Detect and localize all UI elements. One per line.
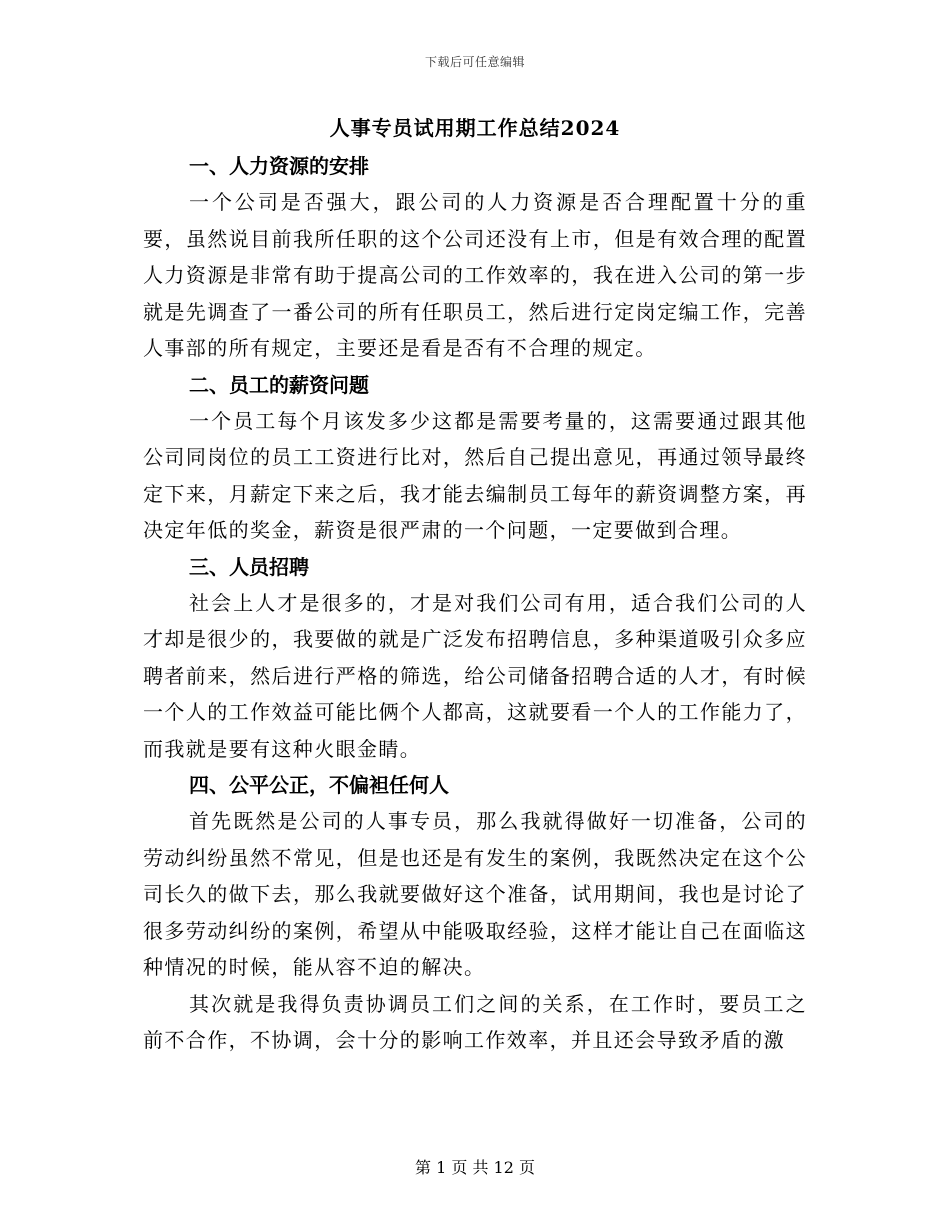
section-heading-4: 四、公平公正，不偏袒任何人 bbox=[189, 773, 449, 797]
section-heading-3: 三、人员招聘 bbox=[189, 554, 309, 579]
section-2-paragraph-1: 一个员工每个月该发多少这都是需要考量的，这需要通过跟其他公司同岗位的员工工资进行比对，然后自己提出意见，再通过领导最终定下来，月薪定下来之后，我才能去编制员工每年的薪资调整方案，再决定年低的奖金，薪资是很严肃的一个问题，一定要做到合理。 bbox=[143, 408, 807, 542]
section-heading-2: 二、员工的薪资问题 bbox=[189, 372, 369, 397]
section-4-paragraph-1: 首先既然是公司的人事专员，那么我就得做好一切准备，公司的劳动纠纷虽然不常见，但是也还是有发生的案例，我既然决定在这个公司长久的做下去，那么我就要做好这个准备，试用期间，我也是讨论了很多劳动纠纷的案例，希望从中能吸取经验，这样才能让自己在面临这种情况的时候，能从容不迫的解决。 bbox=[143, 809, 807, 979]
section-3-paragraph-1: 社会上人才是很多的，才是对我们公司有用，适合我们公司的人才却是很少的，我要做的就是广泛发布招聘信息，多种渠道吸引众多应聘者前来，然后进行严格的筛选，给公司储备招聘合适的人才，有时候一个人的工作效益可能比俩个人都高，这就要看一个人的工作能力了，而我就是要有这种火眼金睛。 bbox=[143, 590, 807, 761]
document-body bbox=[143, 108, 807, 1059]
header-note: 下载后可任意编辑 bbox=[424, 55, 525, 69]
section-1-paragraph-1: 一个公司是否强大，跟公司的人力资源是否合理配置十分的重要，虽然说目前我所任职的这个公司还没有上市，但是有效合理的配置人力资源是非常有助于提高公司的工作效率的，我在进入公司的第一步就是先调查了一番公司的所有任职员工，然后进行定岗定编工作，完善人事部的所有规定，主要还是看是否有不合理的规定。 bbox=[143, 190, 807, 360]
page-number-footer: 第 1 页 共 12 页 bbox=[415, 1158, 535, 1177]
document-title: 人事专员试用期工作总结2024 bbox=[329, 116, 621, 140]
section-4-paragraph-2: 其次就是我得负责协调员工们之间的关系，在工作时，要员工之前不合作，不协调，会十分的影响工作效率，并且还会导致矛盾的激 bbox=[143, 991, 807, 1052]
section-heading-1: 一、人力资源的安排 bbox=[189, 154, 369, 178]
